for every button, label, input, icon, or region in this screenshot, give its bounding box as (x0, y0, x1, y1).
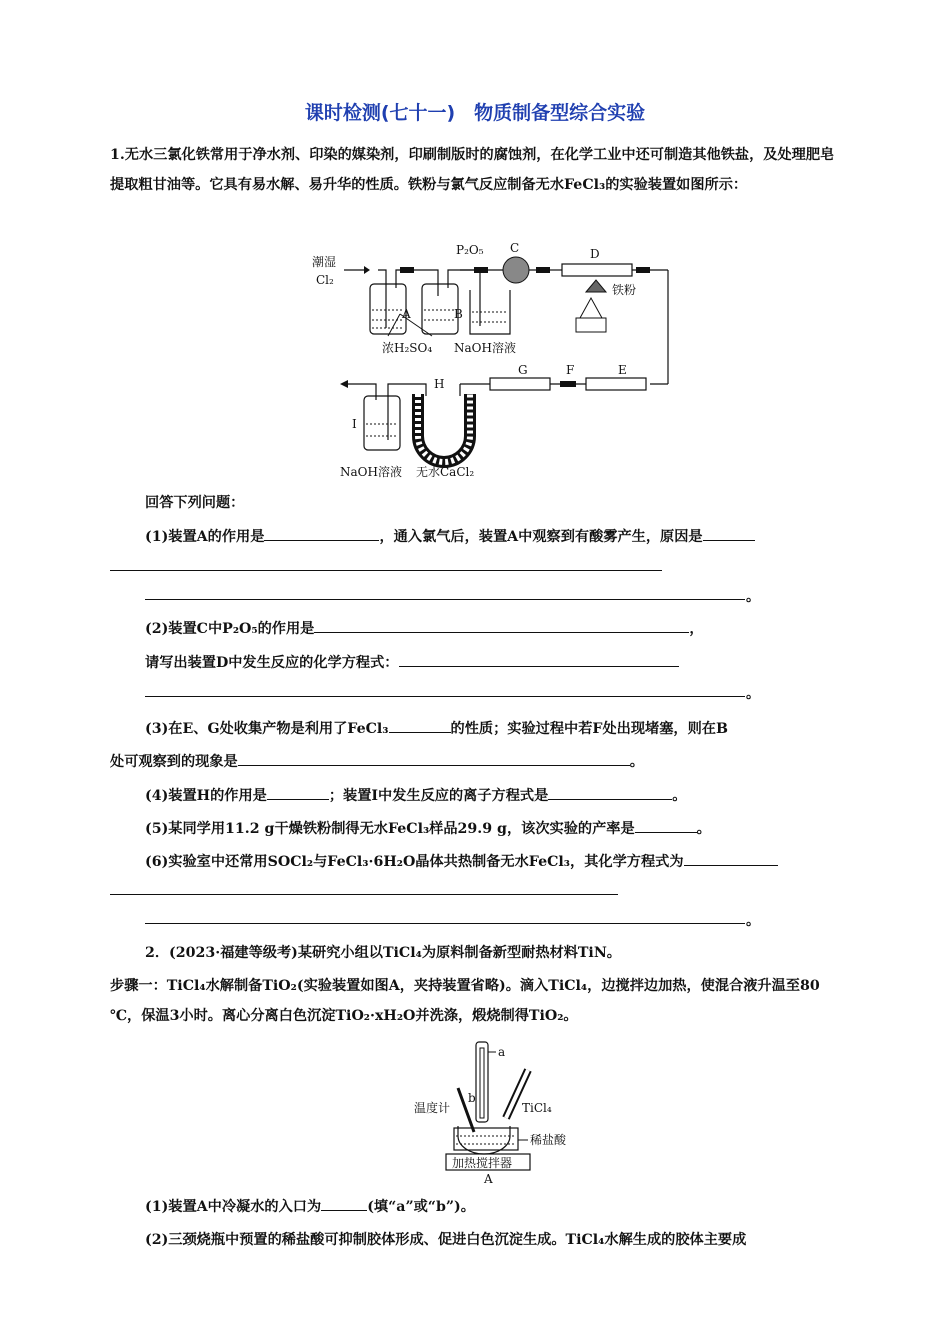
period: 。 (746, 589, 760, 605)
answer-blank[interactable] (548, 785, 672, 800)
q1-sub6: (6)实验室中还常用SOCl₂与FeCl₃·6H₂O晶体共热制备无水FeCl₃，其化学方程式为 (145, 851, 778, 872)
label-ticl4: TiCl₄ (522, 1101, 552, 1115)
q2-sub2: (2)三颈烧瓶中预置的稀盐酸可抑制胶体形成、促进白色沉淀生成。TiCl₄水解生成的胶体主要成 (145, 1232, 747, 1248)
label-h: H (434, 377, 445, 391)
label-e: E (618, 363, 627, 377)
q1-prompt: 回答下列问题： (145, 495, 245, 511)
answer-line[interactable] (145, 599, 745, 600)
label-figure-a: A (484, 1172, 493, 1186)
answer-blank[interactable] (635, 818, 697, 833)
label-cacl2: 无水CaCl₂ (416, 465, 475, 479)
label-i: I (352, 417, 357, 431)
label-naoh-1: NaOH溶液 (454, 341, 516, 355)
period: 。 (746, 913, 760, 929)
label-wet: 潮湿 (312, 255, 337, 269)
label-hcl: 稀盐酸 (530, 1133, 567, 1147)
apparatus-figure-2 (410, 1040, 590, 1186)
label-a: A (402, 307, 411, 321)
apparatus-figure-1 (300, 236, 690, 486)
answer-blank[interactable] (684, 851, 778, 866)
q2-intro: 2．(2023·福建等级考)某研究小组以TiCl₄为原料制备新型耐热材料TiN。 (145, 945, 621, 961)
answer-line[interactable] (110, 894, 618, 895)
label-stirrer: 加热搅拌器 (452, 1156, 513, 1170)
answer-blank[interactable] (314, 618, 689, 633)
label-f: F (566, 363, 575, 377)
period: 。 (746, 686, 760, 702)
label-conc-h2so4: 浓H₂SO₄ (382, 341, 433, 355)
answer-blank[interactable] (389, 718, 451, 733)
label-p2o5: P₂O₅ (456, 243, 484, 257)
label-thermometer: 温度计 (414, 1101, 451, 1115)
page-title: 课时检测(七十一) 物质制备型综合实验 (304, 102, 646, 124)
q2-sub1: (1)装置A中冷凝水的入口为 (填“a”或“b”)。 (145, 1196, 475, 1217)
label-port-a: a (498, 1045, 506, 1059)
answer-blank[interactable] (264, 526, 379, 541)
label-b: B (454, 307, 463, 321)
label-port-b: b (468, 1091, 476, 1105)
answer-blank[interactable] (267, 785, 329, 800)
q1-sub2-eq: 请写出装置D中发生反应的化学方程式： (145, 652, 679, 673)
q1-intro: 1.无水三氯化铁常用于净水剂、印染的媒染剂，印刷制版时的腐蚀剂，在化学工业中还可制造其他铁盐，及处理肥皂提取粗甘油等。它具有易水解、易升华的性质。铁粉与氯气反应制备无水FeCl₃的实验装置如图所示： (110, 147, 835, 193)
q1-sub1: (1)装置A的作用是 ，通入氯气后，装置A中观察到有酸雾产生，原因是 (145, 526, 755, 547)
label-cl2: Cl₂ (316, 273, 334, 287)
label-g: G (518, 363, 528, 377)
q1-sub5: (5)某同学用11.2 g干燥铁粉制得无水FeCl₃样品29.9 g，该次实验的产率是 。 (145, 818, 711, 839)
answer-line[interactable] (145, 696, 745, 697)
label-naoh-2: NaOH溶液 (340, 465, 402, 479)
answer-blank[interactable] (703, 526, 755, 541)
answer-line[interactable] (110, 570, 662, 571)
q1-sub3-cont: 处可观察到的现象是 。 (110, 751, 644, 772)
label-d: D (590, 247, 600, 261)
label-iron: 铁粉 (612, 283, 637, 297)
label-c: C (510, 241, 520, 255)
q1-sub3: (3)在E、G处收集产物是利用了FeCl₃ 的性质；实验过程中若F处出现堵塞，则在B (145, 718, 728, 739)
q1-sub2: (2)装置C中P₂O₅的作用是 ， (145, 618, 704, 639)
answer-blank[interactable] (321, 1196, 367, 1211)
answer-blank[interactable] (238, 751, 630, 766)
answer-blank[interactable] (399, 652, 679, 667)
answer-line[interactable] (145, 923, 745, 924)
q1-sub4: (4)装置H的作用是 ；装置I中发生反应的离子方程式是 。 (145, 785, 686, 806)
q2-step1: 步骤一：TiCl₄水解制备TiO₂(实验装置如图A，夹持装置省略)。滴入TiCl₄，边搅拌边加热，使混合液升温至80 ℃，保温3小时。离心分离白色沉淀TiO₂·xH₂O并洗涤，煅烧制得TiO₂。 (110, 978, 820, 1024)
